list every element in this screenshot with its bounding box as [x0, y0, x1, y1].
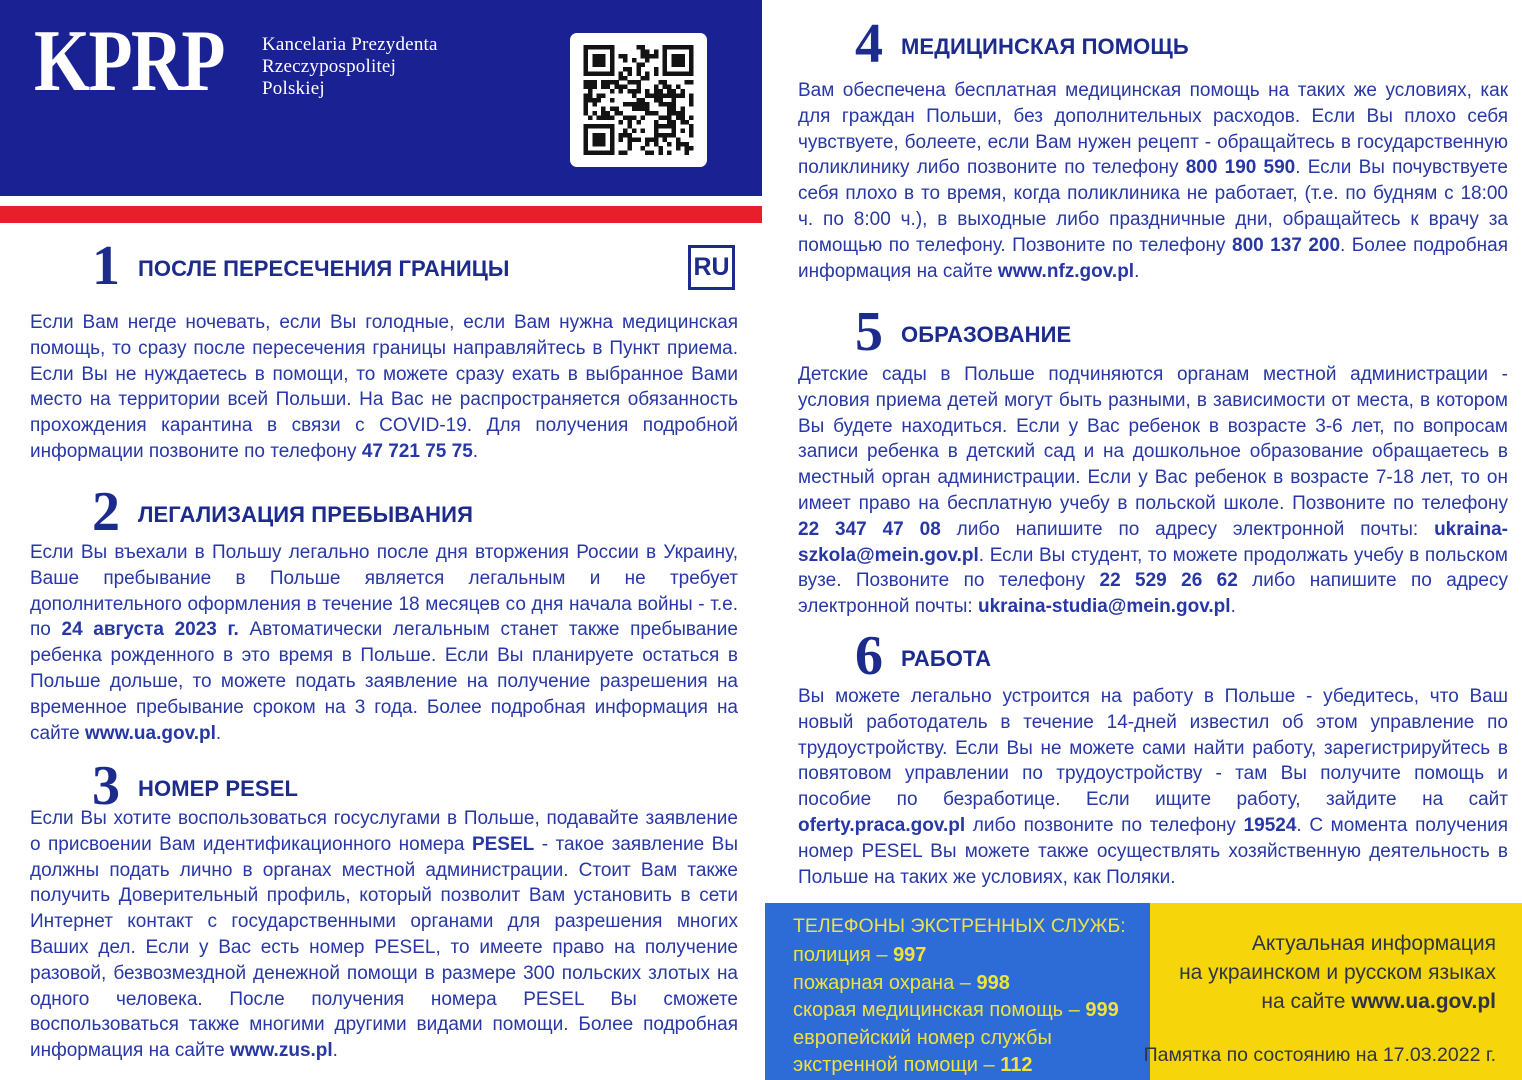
section-body: Детские сады в Польше подчиняются органам местной администрации - условия приема детей могут быть разными, в зависимости от места, в котором Вы будете находиться. Если у Вас ребенок в возрасте 3-6 лет, по вопросам записи ребенка в детский сад и на дошкольное образование обращаетесь в местный орган администрации. Если у Вас ребенок в возрасте 7-18 лет, то он имеет право на бесплатную учебу в польской школе. Позвоните по телефону 22 347 47 08 либо напишите по адресу электронной почты: ukraina-szkola@mein.gov.pl. Если Вы студент, то можете продолжать учебу в польском вузе. Позвоните по телефону 22 529 26 62 либо напишите по адресу электронной почты: ukraina-studia@mein.gov.pl.	[798, 364, 1509, 618]
section-header-5	[855, 301, 1072, 363]
org-line: Kancelaria Prezydenta	[262, 34, 438, 55]
emergency-line-112: экстренной помощи – 112	[793, 1054, 1033, 1076]
section-number: 6	[855, 625, 883, 687]
emergency-phones-box	[765, 903, 1150, 1080]
red-flag-stripe	[0, 206, 762, 223]
section-body: Если Вы хотите воспользоваться госуслугами в Польше, подавайте заявление о присвоении Вам идентификационного номера PESEL - такое заявление Вы должны подать лично в органах местной администрации. Стоит Вам также получить Доверительный профиль, который позволит Вам установить в сети Интернет контакт с государственными органами для разрешения многих Ваших дел. Если у Вас есть номер PESEL, то имеете право на получение разовой, безвозмездной денежной помощи в размере 300 польских злотых на одного человека. После получения номера PESEL Вы сможете воспользоваться также многими другими видами помощи. Более подробная информация на сайте www.zus.pl.	[30, 808, 738, 1062]
info-box	[1143, 903, 1522, 1080]
emergency-line-fire: пожарная охрана – 998	[793, 971, 1010, 994]
section-body: Вы можете легально устроится на работу в Польше - убедитесь, что Ваш новый работодатель в течение 14-дней известил об этом управление по трудоустройству. Если Вы не можете сами найти работу, зарегистрируйтесь в повятовом управлении по трудоустройству - там Вы получите помощь и пособие по безработице. Если ищите работу, зайдите на сайт oferty.praca.gov.pl либо позвоните по телефону 19524. С момента получения номер PESEL Вы можете также осуществлять хозяйственную деятельность в Польше на таких же условиях, как Поляки.	[798, 686, 1508, 888]
header-banner	[0, 0, 762, 196]
org-line: Polskiej	[262, 78, 325, 99]
section-header-1	[92, 235, 510, 297]
qr-code-image	[582, 45, 695, 155]
section-number: 5	[855, 301, 883, 363]
info-line: Актуальная информация	[1251, 932, 1496, 955]
kprp-logo: KPRP	[34, 13, 224, 110]
info-line: на украинском и русском языках	[1179, 961, 1496, 984]
section-title: ЛЕГАЛИЗАЦИЯ ПРЕБЫВАНИЯ	[138, 502, 473, 527]
emergency-line-eu-number: европейский номер службы	[793, 1026, 1052, 1049]
emergency-title: ТЕЛЕФОНЫ ЭКСТРЕННЫХ СЛУЖБ:	[793, 915, 1126, 937]
section-number: 3	[92, 755, 120, 817]
section-number: 4	[855, 13, 883, 75]
section-number: 2	[92, 481, 120, 543]
section-title: ОБРАЗОВАНИЕ	[901, 322, 1072, 347]
section-title: ПОСЛЕ ПЕРЕСЕЧЕНИЯ ГРАНИЦЫ	[138, 256, 510, 281]
section-body: Если Вам негде ночевать, если Вы голодные, если Вам нужна медицинская помощь, то сразу после пересечения границы направляйтесь в Пункт приема. Если Вы не нуждаетесь в помощи, то можете сразу ехать в выбранное Вами место на территории всей Польши. На Вас не распространяется обязанность прохождения карантина в связи с COVID-19. Для получения подробной информации позвоните по телефону 47 721 75 75.	[30, 312, 738, 462]
emergency-line-ambulance: скорая медицинская помощь – 999	[793, 999, 1119, 1021]
emergency-line-police: полиция – 997	[793, 944, 927, 966]
section-title: РАБОТА	[901, 646, 992, 671]
section-body: Вам обеспечена бесплатная медицинская помощь на таких же условиях, как для граждан Польши, без дополнительных расходов. Если Вы плохо себя чувствуете, болеете, если Вам нужен рецепт - обращайтесь в государственную поликлинику либо позвоните по телефону 800 190 590. Если Вы почувствуете себя плохо в то время, когда поликлиника не работает, (т.е. по будням с 18:00 ч. по 8:00 ч.), в выходные либо праздничные дни, обращайтесь к врачу за помощью по телефону. Позвоните по телефону 800 137 200. Более подробная информация на сайте www.nfz.gov.pl.	[798, 80, 1508, 282]
language-badge: RU	[688, 245, 735, 290]
organization-name	[262, 34, 438, 100]
org-line: Rzeczypospolitej	[262, 56, 397, 77]
section-number: 1	[92, 235, 120, 297]
qr-code	[570, 33, 707, 167]
section-body: Если Вы въехали в Польшу легально после дня вторжения России в Украину, Ваше пребывание в Польше является легальным и не требует дополнительного оформления в течение 18 месяцев со дня начала войны - т.е. по 24 августа 2023 г. Автоматически легальным станет также пребывание ребенка рожденного в это время в Польше. Если Вы планируете остаться в Польше дольше, то можете подать заявление на получение разрешения на временное пребывание сроком на 3 года. Более подробная информация на сайте www.ua.gov.pl.	[30, 542, 738, 744]
section-header-6	[855, 625, 992, 687]
section-title: МЕДИЦИНСКАЯ ПОМОЩЬ	[901, 34, 1189, 59]
info-line: на сайте www.ua.gov.pl	[1261, 990, 1496, 1013]
section-header-2	[92, 481, 473, 543]
section-title: НОМЕР PESEL	[138, 776, 299, 801]
info-footer-date: Памятка по состоянию на 17.03.2022 г.	[1143, 1044, 1496, 1066]
section-header-4	[855, 13, 1189, 75]
